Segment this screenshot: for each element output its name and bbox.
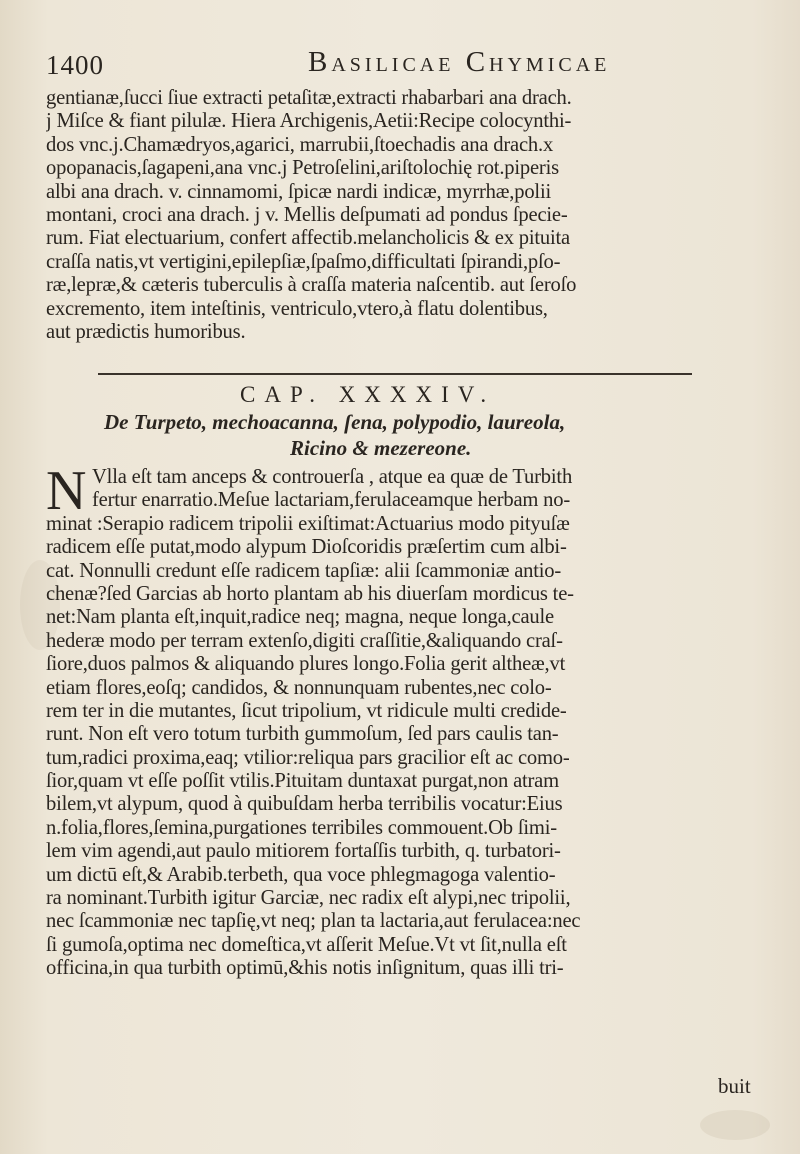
text-line: ra nominant.Turbith igitur Garciæ, nec radix eſt alypi,nec tripolii, xyxy=(46,887,571,910)
text-line: um dictū eſt,& Arabib.terbeth, qua voce phlegmagoga valentio- xyxy=(46,863,556,886)
chapter-heading: CAP. XXXXIV. xyxy=(240,382,496,407)
text-line: runt. Non eſt vero totum turbith gummoſum, ſed pars caulis tan- xyxy=(46,723,559,746)
text-line: nec ſcammoniæ nec tapſię,vt neq; plan ta lactaria,aut ferulacea:nec xyxy=(46,910,581,933)
text-line: cat. Nonnulli credunt eſſe radicem tapſiæ: alii ſcammoniæ antio- xyxy=(46,559,562,582)
text-line: hederæ modo per terram extenſo,digiti craſſitie,&aliquando craſ- xyxy=(46,629,563,652)
page-header xyxy=(46,44,770,84)
dropcap-block xyxy=(46,460,776,522)
text-line: ræ,lepræ,& cæteris tuberculis à craſſa materia naſcentib. aut ſeroſo xyxy=(46,274,577,297)
text-line: gentianæ,ſucci ſiue extracti petaſitæ,extracti rhabarbari ana drach. xyxy=(46,87,572,109)
text-line: fertur enarratio.Meſue lactariam,ferulaceamque herbam no- xyxy=(92,489,571,512)
text-line: rum. Fiat electuarium, confert affectib.melancholicis & ex pituita xyxy=(46,227,570,250)
text-line: n.folia,flores,ſemina,purgationes terribiles commouent.Ob ſimi- xyxy=(46,816,557,839)
text-line: minat :Serapio radicem tripolii exiſtimat:Actuarius modo pityuſæ xyxy=(46,512,570,535)
text-line: opopanacis,ſagapeni,ana vnc.j Petroſelini,ariſtolochię rot.piperis xyxy=(46,157,559,180)
text-line: montani, croci ana drach. j v. Mellis deſpumati ad pondus ſpecie- xyxy=(46,203,568,226)
text-line: net:Nam planta eſt,inquit,radice neq; magna, neque longa,caule xyxy=(46,606,554,629)
text-line: excremento, item inteſtinis, ventriculo,vtero,à flatu dolentibus, xyxy=(46,297,548,320)
text-line: albi ana drach. v. cinnamomi, ſpicæ nardi indicæ, myrrhæ,polii xyxy=(46,180,551,203)
catchword: buit xyxy=(718,1074,751,1098)
text-line: ſiore,duos palmos & aliquando plures longo.Folia gerit altheæ,vt xyxy=(46,653,566,676)
recipe-text xyxy=(46,87,776,344)
text-line: radicem eſſe putat,modo alypum Dioſcoridis præſertim cum albi- xyxy=(46,536,567,559)
running-title: Basilicae Chymicae xyxy=(308,46,611,78)
text-line: Vlla eſt tam anceps & controuerſa , atque ea quæ de Turbith xyxy=(92,466,573,488)
text-line: lem vim agendi,aut paulo mitiorem fortaſſis turbith, q. turbatori- xyxy=(46,840,561,863)
text-line: tum,radici proxima,eaq; vtilior:reliqua pars gracilior eſt ac como- xyxy=(46,746,570,769)
text-line: officina,in qua turbith optimū,&his notis inſignitum, quas illi tri- xyxy=(46,957,564,980)
section-rule xyxy=(98,373,692,375)
text-line: aut prædictis humoribus. xyxy=(46,320,246,343)
text-line: bilem,vt alypum, quod à quibuſdam herba terribilis vocatur:Eius xyxy=(46,793,563,816)
page-number: 1400 xyxy=(46,50,104,80)
text-line: craſſa natis,vt vertigini,epilepſiæ,ſpaſmo,difficultati ſpirandi,pſo- xyxy=(46,250,561,273)
chapter-title: De Turpeto, mechoacanna, ſena, polypodio, laureola, xyxy=(104,410,566,434)
text-line: dos vnc.j.Chamædryos,agarici, marrubii,ſtoechadis ana drach.x xyxy=(46,133,554,156)
text-line: chenæ?ſed Garcias ab horto plantam ab his diuerſam mordicus te- xyxy=(46,582,574,605)
drop-cap: N xyxy=(46,460,87,522)
text-line: ſi gumoſa,optima nec domeſtica,vt aſſerit Meſue.Vt vt ſit,nulla eſt xyxy=(46,933,567,956)
text-line: rem ter in die mutantes, ſicut tripolium, vt ridicule multi credide- xyxy=(46,699,567,722)
paper-stain xyxy=(700,1110,770,1140)
chapter-text xyxy=(46,460,776,981)
text-line: ſior,quam vt eſſe poſſit vtilis.Pituitam duntaxat purgat,non atram xyxy=(46,770,559,793)
text-line: etiam flores,eoſq; candidos, & nonnunquam rubentes,nec colo- xyxy=(46,676,552,699)
chapter-subtitle: Ricino & mezereone. xyxy=(290,436,472,460)
text-line: j Miſce & fiant pilulæ. Hiera Archigenis,Aetii:Recipe colocynthi- xyxy=(46,110,572,133)
